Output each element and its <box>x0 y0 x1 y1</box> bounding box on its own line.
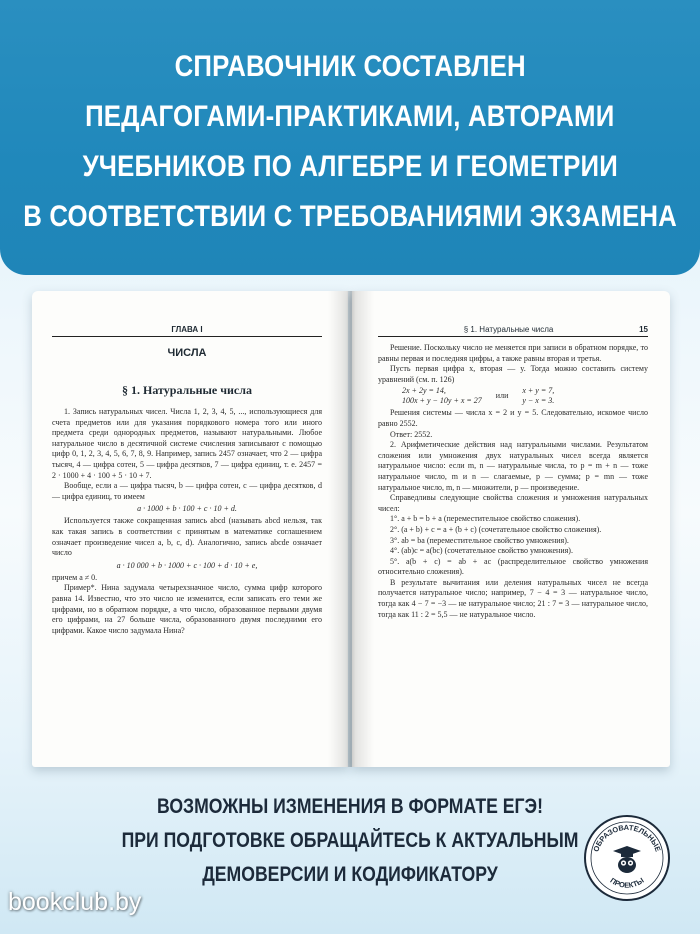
site-watermark: bookclub.by <box>8 888 142 916</box>
system-left-eq2: 100x + y − 10y + x = 27 <box>402 396 482 406</box>
system-right-eq2: y − x = 3. <box>522 396 555 406</box>
chapter-label: ГЛАВА I <box>171 325 203 334</box>
right-running-head <box>378 325 648 337</box>
logo-text-bottom: ПРОЕКТЫ <box>608 875 646 890</box>
paragraph: Решения системы — числа x = 2 и y = 5. Следовательно, искомое число равно 2552. <box>378 408 648 428</box>
right-page <box>352 291 670 767</box>
formula: a · 10 000 + b · 1000 + c · 100 + d · 10 + e, <box>116 560 258 570</box>
page-number: 15 <box>639 325 648 334</box>
system-left-eq1: 2x + 2y = 14, <box>402 386 446 396</box>
section-label: § 1. Натуральные числа <box>463 325 554 334</box>
paragraph: Ответ: 2552. <box>390 429 433 439</box>
paragraph: Используется также сокращенная запись abcd (называть abcd нельзя, так как такая запись в соответствии с принятым в математике соглашением означает произведение чисел a, b, c, d). Аналогично, запись abcde означает число <box>52 516 322 558</box>
paragraph: Справедливы следующие свойства сложения и умножения натуральных чисел: <box>378 493 648 513</box>
banner-line-1: СПРАВОЧНИК СОСТАВЛЕН <box>174 49 526 83</box>
notice-line-3: ДЕМОВЕРСИИ И КОДИФИКАТОРУ <box>202 863 498 886</box>
property: 1°. a + b = b + a (переместительное свойство сложения). <box>390 514 581 524</box>
formula: a · 1000 + b · 100 + c · 10 + d. <box>137 504 237 514</box>
paragraph: причем a ≠ 0. <box>52 572 98 582</box>
paragraph: Вообще, если a — цифра тысяч, b — цифра сотен, c — цифра десятков, d — цифра единиц, то имеем <box>52 481 322 501</box>
property: 4°. (ab)c = a(bc) (сочетательное свойство умножения). <box>390 546 573 556</box>
section-title: § 1. Натуральные числа <box>122 383 252 397</box>
equation-system <box>378 386 648 406</box>
system-connector: или <box>495 391 509 401</box>
notice-line-2: ПРИ ПОДГОТОВКЕ ОБРАЩАЙТЕСЬ К АКТУАЛЬНЫМ <box>121 829 579 852</box>
banner-line-2: ПЕДАГОГАМИ-ПРАКТИКАМИ, АВТОРАМИ <box>85 99 615 133</box>
system-right-eq1: x + y = 7, <box>522 386 555 396</box>
open-book <box>28 283 672 773</box>
logo-text-top: ОБРАЗОВАТЕЛЬНЫЕ <box>591 822 663 853</box>
paragraph: Решение. Поскольку число не меняется при записи в обратном порядке, то равны первая и последняя цифры, а также равны вторая и третья. <box>378 343 648 363</box>
property: 2°. (a + b) + c = a + (b + c) (сочетательное свойство сложения). <box>390 524 602 534</box>
paragraph: 1. Запись натуральных чисел. Числа 1, 2, 3, 4, 5, ..., использующиеся для счета предметов или для указания порядкового номера того или иного предмета среди однородных предметов, называют натуральными. Любое натуральное число в десятичной системе счисления записывают с помощью цифр 0, 1, 2, 3, 4, 5, 6, 7, 8, 9. Например, запись 2457 означает, что 2 — цифра тысяч, 4 — цифра сотен, 5 — цифра десятков, 7 — цифра единиц, т. е. 2457 = 2 · 1000 + 4 · 100 + 5 · 10 + 7. <box>52 407 322 480</box>
paragraph: В результате вычитания или деления натуральных чисел не всегда получается натуральное число; например, 7 − 4 = 3 — натуральное число, тогда как 4 − 7 = −3 — не натуральное число; 21 : 7 = 3 — натуральное число, тогда как 11 : 2 = 5,5 — не натуральное число. <box>378 577 648 619</box>
chapter-title: ЧИСЛА <box>167 347 207 359</box>
left-running-head <box>52 325 322 337</box>
banner-line-3: УЧЕБНИКОВ ПО АЛГЕБРЕ И ГЕОМЕТРИИ <box>82 149 618 183</box>
left-page <box>32 291 348 767</box>
paragraph: Пример*. Нина задумала четырехзначное число, сумма цифр которого равна 14. Известно, что это число не изменится, если записать его теми же цифрами, но в обратном порядке, а что число, образованное первыми двумя его цифрами, на 27 больше числа, образованного двумя последними его цифрами. Какое число задумала Нина? <box>52 583 322 635</box>
property: 3°. ab = ba (переместительное свойство умножения). <box>390 535 569 545</box>
notice-line-1: ВОЗМОЖНЫ ИЗМЕНЕНИЯ В ФОРМАТЕ ЕГЭ! <box>157 795 543 818</box>
top-banner <box>0 0 700 275</box>
publisher-logo-icon <box>583 814 671 902</box>
property: 5°. a(b + c) = ab + ac (распределительное свойство умножения относительно сложения). <box>378 556 648 577</box>
paragraph: 2. Арифметические действия над натуральными числами. Результатом сложения или умножения двух натуральных чисел всегда является натуральное число: если m, n — натуральные числа, то p = m + n — тоже натуральное число, m и n — слагаемые, p — сумма; p = mn — тоже натуральное число, m, n — множители, p — произведение. <box>378 440 648 492</box>
banner-line-4: В СООТВЕТСТВИИ С ТРЕБОВАНИЯМИ ЭКЗАМЕНА <box>23 199 677 233</box>
paragraph: Пусть первая цифра x, вторая — y. Тогда можно составить систему уравнений (см. п. 126) <box>378 364 648 384</box>
